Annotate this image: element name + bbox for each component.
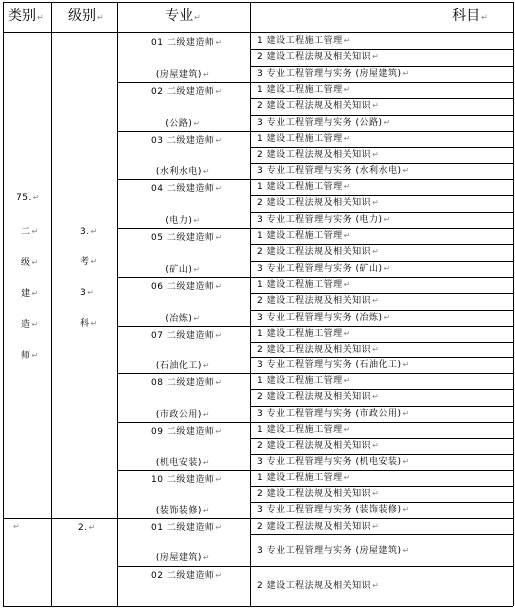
- major-code: 03 二级建造师↵: [151, 136, 223, 146]
- level-char: 3↵: [80, 288, 95, 298]
- subject-row-border: [250, 163, 513, 164]
- level-char: 考↵: [80, 257, 98, 267]
- subject-2: 2 建设工程法规及相关知识↵: [257, 52, 380, 63]
- category-number: 75.↵: [16, 193, 41, 203]
- subject-row-border: [250, 310, 513, 311]
- subject-3: 3 专业工程管理与实务 (房屋建筑)↵: [257, 68, 410, 79]
- level-char: 科↵: [80, 319, 98, 329]
- subject-row-border: [250, 261, 513, 262]
- column-border: [117, 2, 118, 606]
- subject-1: 1 建设工程施工管理↵: [257, 36, 351, 46]
- subject-row-border: [250, 212, 513, 213]
- subject-row-border: [250, 486, 513, 487]
- header-subject: 科目↵: [452, 8, 488, 24]
- major-name: (机电安装)↵: [155, 458, 211, 468]
- major-row-border: [117, 228, 513, 229]
- major-row-border: [117, 179, 513, 180]
- subject-row-border: [250, 147, 513, 148]
- subject-3: 3 专业工程管理与实务 (市政公用)↵: [257, 408, 410, 419]
- column-border: [250, 2, 251, 606]
- subject-1: 1 建设工程施工管理↵: [257, 85, 351, 95]
- major-row-border: [117, 566, 513, 567]
- subject-2: 2 建设工程法规及相关知识↵: [257, 522, 380, 532]
- major-code: 08 二级建造师↵: [151, 378, 223, 388]
- subject-1: 1 建设工程施工管理↵: [257, 376, 351, 386]
- subject-3: 3 专业工程管理与实务 (装饰装修)↵: [257, 505, 410, 515]
- major-name: (装饰装修)↵: [155, 506, 211, 516]
- subject-row-border: [250, 115, 513, 116]
- subject-1: 1 建设工程施工管理↵: [257, 134, 351, 144]
- major-code: 02 二级建造师↵: [151, 87, 223, 97]
- subject-row-border: [250, 195, 513, 196]
- major-row-border: [117, 82, 513, 83]
- subject-3: 3 专业工程管理与实务 (机电安装)↵: [257, 457, 410, 467]
- subject-2: 2 建设工程法规及相关知识↵: [257, 344, 380, 355]
- table-top-border: [3, 2, 513, 3]
- major-row-border: [117, 131, 513, 132]
- header-bottom-border: [3, 32, 513, 33]
- subject-2: 2 建设工程法规及相关知识↵: [257, 296, 380, 307]
- subject-2: 2 建设工程法规及相关知识↵: [257, 150, 380, 160]
- header-major: 专业↵: [165, 8, 201, 24]
- major-name: (矿山)↵: [165, 264, 201, 275]
- subject-3: 3 专业工程管理与实务 (冶炼)↵: [257, 312, 391, 323]
- subject-3: 3 专业工程管理与实务 (公路)↵: [257, 117, 391, 128]
- category-char: 建↵: [21, 289, 39, 299]
- subject-2: 2 建设工程法规及相关知识↵: [257, 489, 380, 499]
- subject-row-border: [250, 49, 513, 50]
- major-code: 09 二级建造师↵: [151, 427, 223, 437]
- category-empty: ↵: [13, 522, 21, 531]
- major-name: (市政公用)↵: [155, 409, 211, 420]
- major-code: 02 二级建造师↵: [151, 571, 223, 581]
- subject-1: 1 建设工程施工管理↵: [257, 473, 351, 483]
- subject-row-border: [250, 502, 513, 503]
- major-name: (冶炼)↵: [165, 313, 201, 324]
- subject-3: 3 专业工程管理与实务 (水利水电)↵: [257, 166, 410, 176]
- major-row-border: [117, 422, 513, 423]
- subject-1: 1 建设工程施工管理↵: [257, 280, 351, 290]
- column-border: [51, 2, 52, 606]
- category-char: 级↵: [21, 258, 39, 268]
- major-row-border: [117, 277, 513, 278]
- subject-row-border: [250, 438, 513, 439]
- subject-1: 1 建设工程施工管理↵: [257, 182, 351, 192]
- header-level: 级别↵: [68, 8, 104, 24]
- subject-row-border: [250, 454, 513, 455]
- major-row-border: [117, 470, 513, 471]
- subject-1: 1 建设工程施工管理↵: [257, 425, 351, 435]
- subject-row-border: [250, 357, 513, 358]
- subject-3: 3 专业工程管理与实务 (矿山)↵: [257, 263, 391, 274]
- major-code: 10 二级建造师↵: [151, 475, 223, 485]
- level-number-2: 2.↵: [78, 523, 96, 533]
- header-category: 类别↵: [8, 8, 44, 24]
- subject-2: 2 建设工程法规及相关知识↵: [257, 441, 380, 451]
- subject-row-border: [250, 406, 513, 407]
- major-name: (房屋建筑)↵: [155, 69, 211, 80]
- category-char: 师↵: [21, 351, 39, 361]
- subject-1: 1 建设工程施工管理↵: [257, 231, 351, 241]
- group-border: [3, 518, 513, 519]
- major-code: 07 二级建造师↵: [151, 331, 223, 341]
- subject-row-border: [250, 66, 513, 67]
- subject-2: 2 建设工程法规及相关知识↵: [257, 581, 380, 591]
- subject-row-border: [250, 244, 513, 245]
- subject-row-border: [250, 293, 513, 294]
- category-char: 造↵: [21, 320, 39, 330]
- subject-2: 2 建设工程法规及相关知识↵: [257, 198, 380, 209]
- major-name: (公路)↵: [165, 118, 201, 129]
- subject-row-border: [250, 534, 513, 535]
- major-row-border: [117, 373, 513, 374]
- major-code: 04 二级建造师↵: [151, 184, 223, 194]
- major-code: 05 二级建造师↵: [151, 233, 223, 243]
- subject-3: 3 专业工程管理与实务 (电力)↵: [257, 214, 391, 225]
- subject-row-border: [250, 389, 513, 390]
- column-border: [3, 2, 4, 606]
- level-number: 3.↵: [80, 227, 98, 237]
- subject-3: 3 专业工程管理与实务 (石油化工)↵: [257, 360, 410, 371]
- major-name: (房屋建筑)↵: [155, 553, 211, 563]
- category-char: 二↵: [21, 227, 39, 237]
- subject-row-border: [250, 342, 513, 343]
- major-row-border: [117, 326, 513, 327]
- subject-2: 2 建设工程法规及相关知识↵: [257, 101, 380, 112]
- subject-1: 1 建设工程施工管理↵: [257, 329, 351, 339]
- subject-2: 2 建设工程法规及相关知识↵: [257, 392, 380, 403]
- column-border: [513, 2, 514, 606]
- major-code: 01 二级建造师↵: [151, 523, 223, 533]
- table-bottom-border: [3, 606, 513, 607]
- subject-2: 2 建设工程法规及相关知识↵: [257, 247, 380, 258]
- major-name: (电力)↵: [165, 215, 201, 226]
- major-code: 06 二级建造师↵: [151, 282, 223, 292]
- major-name: (石油化工)↵: [155, 361, 211, 372]
- subject-row-border: [250, 98, 513, 99]
- subject-3: 3 专业工程管理与实务 (房屋建筑)↵: [257, 546, 410, 556]
- major-name: (水利水电)↵: [155, 167, 211, 177]
- major-code: 01 二级建造师↵: [151, 38, 223, 48]
